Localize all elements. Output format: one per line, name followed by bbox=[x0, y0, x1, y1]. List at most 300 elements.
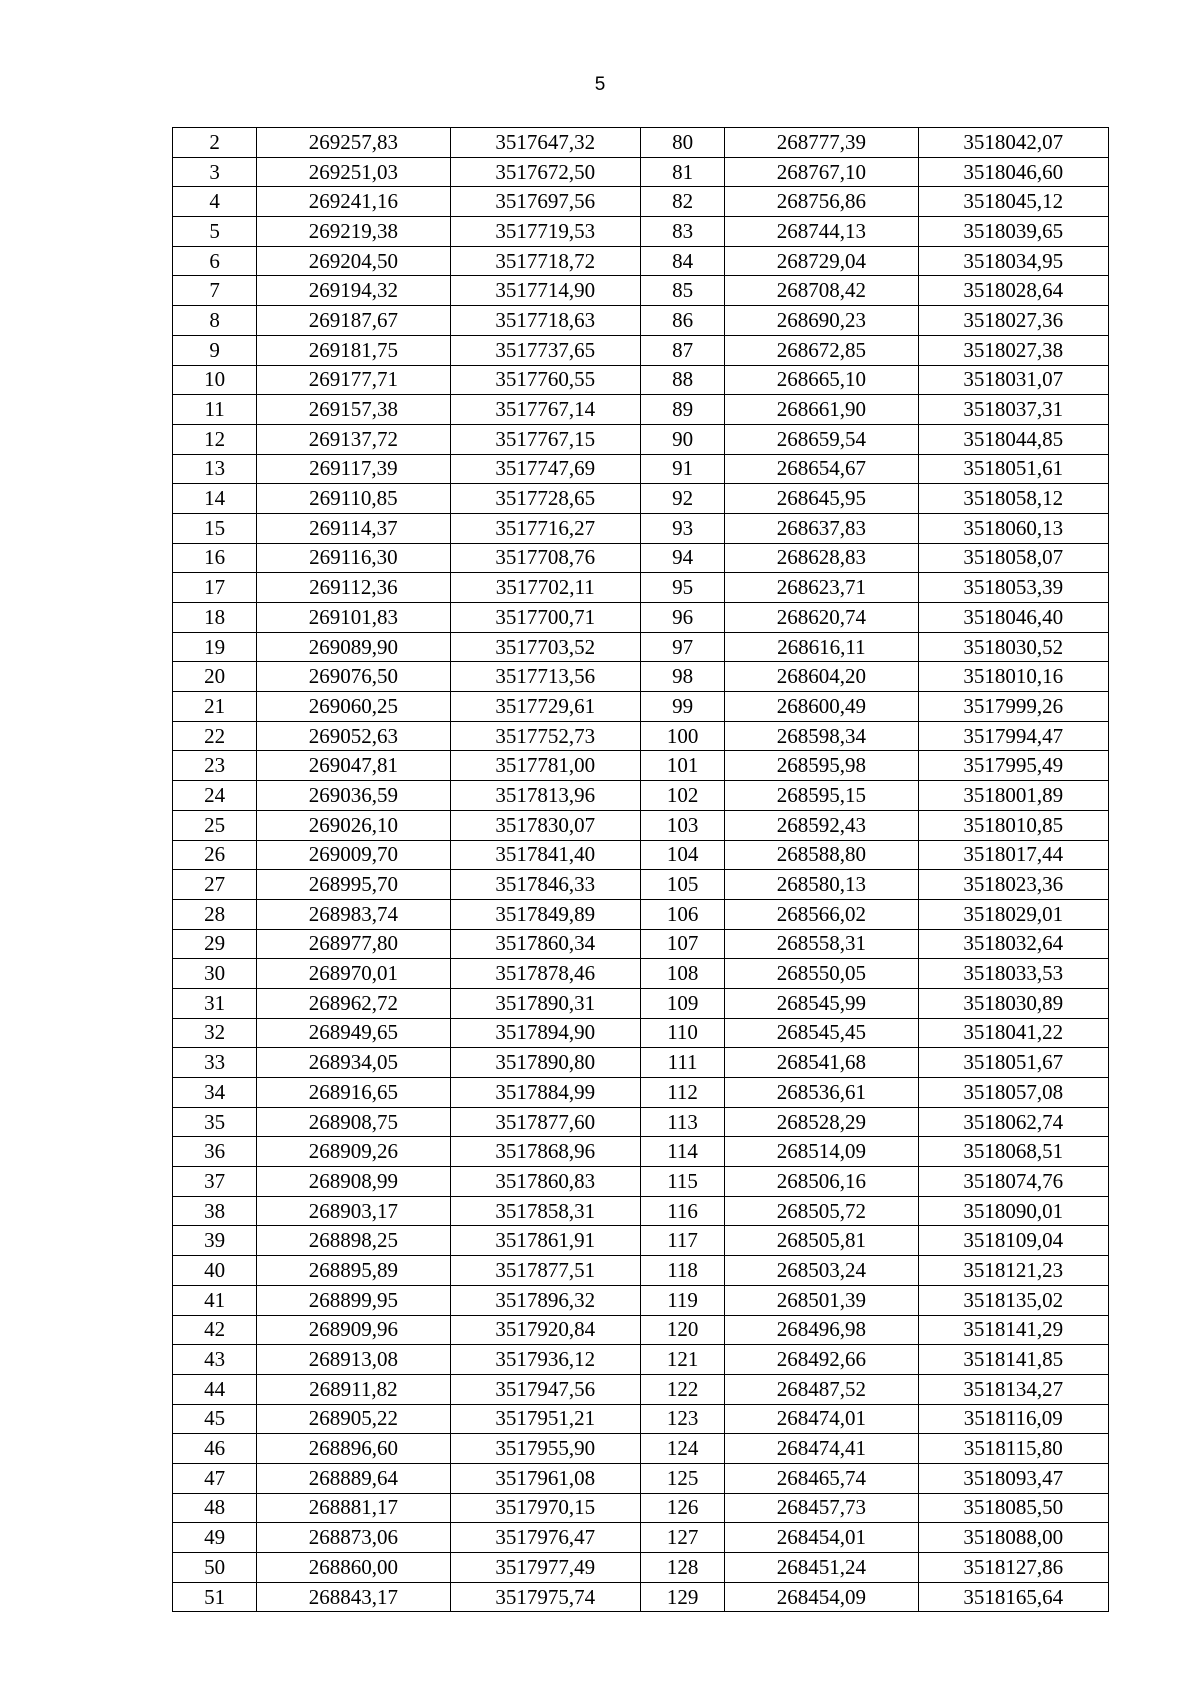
y-coord-left-cell: 3517767,15 bbox=[450, 424, 640, 454]
x-coord-right-cell: 268496,98 bbox=[725, 1315, 918, 1345]
y-coord-right-cell: 3518041,22 bbox=[918, 1018, 1108, 1048]
point-number-left-cell: 21 bbox=[173, 692, 257, 722]
x-coord-left-cell: 269194,32 bbox=[257, 276, 450, 306]
y-coord-left-cell: 3517975,74 bbox=[450, 1582, 640, 1612]
y-coord-right-cell: 3518034,95 bbox=[918, 246, 1108, 276]
point-number-left-cell: 14 bbox=[173, 484, 257, 514]
y-coord-right-cell: 3518010,16 bbox=[918, 662, 1108, 692]
y-coord-left-cell: 3517860,34 bbox=[450, 929, 640, 959]
x-coord-right-cell: 268528,29 bbox=[725, 1107, 918, 1137]
y-coord-right-cell: 3518030,52 bbox=[918, 632, 1108, 662]
y-coord-right-cell: 3518027,38 bbox=[918, 335, 1108, 365]
point-number-right-cell: 96 bbox=[640, 603, 724, 633]
y-coord-left-cell: 3517719,53 bbox=[450, 217, 640, 247]
point-number-right-cell: 127 bbox=[640, 1523, 724, 1553]
coordinates-table-body bbox=[173, 128, 1109, 1612]
x-coord-left-cell: 269241,16 bbox=[257, 187, 450, 217]
table-row bbox=[173, 1167, 1109, 1197]
point-number-right-cell: 82 bbox=[640, 187, 724, 217]
x-coord-left-cell: 269026,10 bbox=[257, 810, 450, 840]
y-coord-left-cell: 3517858,31 bbox=[450, 1196, 640, 1226]
point-number-left-cell: 24 bbox=[173, 781, 257, 811]
x-coord-right-cell: 268451,24 bbox=[725, 1553, 918, 1583]
point-number-right-cell: 93 bbox=[640, 513, 724, 543]
y-coord-right-cell: 3518134,27 bbox=[918, 1374, 1108, 1404]
point-number-right-cell: 122 bbox=[640, 1374, 724, 1404]
table-row bbox=[173, 1434, 1109, 1464]
point-number-right-cell: 112 bbox=[640, 1078, 724, 1108]
table-row bbox=[173, 276, 1109, 306]
x-coord-left-cell: 268881,17 bbox=[257, 1493, 450, 1523]
y-coord-left-cell: 3517896,32 bbox=[450, 1285, 640, 1315]
x-coord-left-cell: 269116,30 bbox=[257, 543, 450, 573]
point-number-right-cell: 92 bbox=[640, 484, 724, 514]
y-coord-right-cell: 3518051,67 bbox=[918, 1048, 1108, 1078]
table-row bbox=[173, 1463, 1109, 1493]
x-coord-left-cell: 268896,60 bbox=[257, 1434, 450, 1464]
y-coord-right-cell: 3518068,51 bbox=[918, 1137, 1108, 1167]
x-coord-right-cell: 268744,13 bbox=[725, 217, 918, 247]
x-coord-right-cell: 268604,20 bbox=[725, 662, 918, 692]
point-number-right-cell: 101 bbox=[640, 751, 724, 781]
point-number-left-cell: 2 bbox=[173, 128, 257, 158]
coordinates-table bbox=[172, 127, 1109, 1612]
y-coord-right-cell: 3518017,44 bbox=[918, 840, 1108, 870]
point-number-left-cell: 26 bbox=[173, 840, 257, 870]
point-number-right-cell: 111 bbox=[640, 1048, 724, 1078]
point-number-right-cell: 126 bbox=[640, 1493, 724, 1523]
point-number-left-cell: 13 bbox=[173, 454, 257, 484]
y-coord-left-cell: 3517846,33 bbox=[450, 870, 640, 900]
y-coord-right-cell: 3518127,86 bbox=[918, 1553, 1108, 1583]
y-coord-left-cell: 3517955,90 bbox=[450, 1434, 640, 1464]
x-coord-right-cell: 268598,34 bbox=[725, 721, 918, 751]
x-coord-right-cell: 268628,83 bbox=[725, 543, 918, 573]
table-row bbox=[173, 1553, 1109, 1583]
y-coord-right-cell: 3518046,40 bbox=[918, 603, 1108, 633]
point-number-left-cell: 34 bbox=[173, 1078, 257, 1108]
y-coord-right-cell: 3518058,12 bbox=[918, 484, 1108, 514]
y-coord-right-cell: 3518001,89 bbox=[918, 781, 1108, 811]
point-number-right-cell: 90 bbox=[640, 424, 724, 454]
point-number-right-cell: 118 bbox=[640, 1256, 724, 1286]
y-coord-left-cell: 3517894,90 bbox=[450, 1018, 640, 1048]
y-coord-right-cell: 3518058,07 bbox=[918, 543, 1108, 573]
y-coord-left-cell: 3517728,65 bbox=[450, 484, 640, 514]
y-coord-right-cell: 3518051,61 bbox=[918, 454, 1108, 484]
table-row bbox=[173, 365, 1109, 395]
y-coord-left-cell: 3517729,61 bbox=[450, 692, 640, 722]
point-number-left-cell: 30 bbox=[173, 959, 257, 989]
x-coord-left-cell: 269257,83 bbox=[257, 128, 450, 158]
x-coord-right-cell: 268505,72 bbox=[725, 1196, 918, 1226]
point-number-left-cell: 8 bbox=[173, 306, 257, 336]
x-coord-left-cell: 268895,89 bbox=[257, 1256, 450, 1286]
x-coord-right-cell: 268580,13 bbox=[725, 870, 918, 900]
y-coord-left-cell: 3517737,65 bbox=[450, 335, 640, 365]
point-number-left-cell: 46 bbox=[173, 1434, 257, 1464]
x-coord-left-cell: 268916,65 bbox=[257, 1078, 450, 1108]
x-coord-left-cell: 268983,74 bbox=[257, 899, 450, 929]
point-number-right-cell: 119 bbox=[640, 1285, 724, 1315]
x-coord-right-cell: 268659,54 bbox=[725, 424, 918, 454]
y-coord-left-cell: 3517647,32 bbox=[450, 128, 640, 158]
x-coord-left-cell: 268962,72 bbox=[257, 988, 450, 1018]
table-row bbox=[173, 454, 1109, 484]
x-coord-right-cell: 268661,90 bbox=[725, 395, 918, 425]
y-coord-left-cell: 3517861,91 bbox=[450, 1226, 640, 1256]
table-row bbox=[173, 1374, 1109, 1404]
x-coord-left-cell: 269052,63 bbox=[257, 721, 450, 751]
y-coord-right-cell: 3518116,09 bbox=[918, 1404, 1108, 1434]
point-number-left-cell: 37 bbox=[173, 1167, 257, 1197]
y-coord-right-cell: 3518023,36 bbox=[918, 870, 1108, 900]
y-coord-left-cell: 3517849,89 bbox=[450, 899, 640, 929]
table-row bbox=[173, 959, 1109, 989]
y-coord-right-cell: 3518039,65 bbox=[918, 217, 1108, 247]
x-coord-left-cell: 269177,71 bbox=[257, 365, 450, 395]
point-number-right-cell: 108 bbox=[640, 959, 724, 989]
y-coord-right-cell: 3518010,85 bbox=[918, 810, 1108, 840]
point-number-right-cell: 104 bbox=[640, 840, 724, 870]
table-row bbox=[173, 128, 1109, 158]
x-coord-right-cell: 268777,39 bbox=[725, 128, 918, 158]
table-row bbox=[173, 929, 1109, 959]
x-coord-right-cell: 268672,85 bbox=[725, 335, 918, 365]
y-coord-left-cell: 3517813,96 bbox=[450, 781, 640, 811]
table-row bbox=[173, 1404, 1109, 1434]
x-coord-right-cell: 268756,86 bbox=[725, 187, 918, 217]
y-coord-right-cell: 3518037,31 bbox=[918, 395, 1108, 425]
table-row bbox=[173, 484, 1109, 514]
y-coord-left-cell: 3517697,56 bbox=[450, 187, 640, 217]
table-row bbox=[173, 1196, 1109, 1226]
table-row bbox=[173, 781, 1109, 811]
x-coord-left-cell: 269251,03 bbox=[257, 157, 450, 187]
x-coord-left-cell: 268911,82 bbox=[257, 1374, 450, 1404]
point-number-left-cell: 23 bbox=[173, 751, 257, 781]
table-row bbox=[173, 721, 1109, 751]
x-coord-left-cell: 269204,50 bbox=[257, 246, 450, 276]
y-coord-left-cell: 3517936,12 bbox=[450, 1345, 640, 1375]
point-number-left-cell: 16 bbox=[173, 543, 257, 573]
point-number-left-cell: 3 bbox=[173, 157, 257, 187]
x-coord-right-cell: 268487,52 bbox=[725, 1374, 918, 1404]
x-coord-left-cell: 268949,65 bbox=[257, 1018, 450, 1048]
y-coord-left-cell: 3517877,51 bbox=[450, 1256, 640, 1286]
point-number-left-cell: 50 bbox=[173, 1553, 257, 1583]
y-coord-left-cell: 3517841,40 bbox=[450, 840, 640, 870]
x-coord-left-cell: 268913,08 bbox=[257, 1345, 450, 1375]
y-coord-right-cell: 3518109,04 bbox=[918, 1226, 1108, 1256]
x-coord-left-cell: 268908,75 bbox=[257, 1107, 450, 1137]
table-row bbox=[173, 1018, 1109, 1048]
y-coord-right-cell: 3518032,64 bbox=[918, 929, 1108, 959]
y-coord-right-cell: 3518165,64 bbox=[918, 1582, 1108, 1612]
table-row bbox=[173, 306, 1109, 336]
y-coord-left-cell: 3517951,21 bbox=[450, 1404, 640, 1434]
x-coord-left-cell: 269076,50 bbox=[257, 662, 450, 692]
y-coord-left-cell: 3517713,56 bbox=[450, 662, 640, 692]
x-coord-left-cell: 269137,72 bbox=[257, 424, 450, 454]
table-row bbox=[173, 1582, 1109, 1612]
point-number-left-cell: 47 bbox=[173, 1463, 257, 1493]
x-coord-right-cell: 268637,83 bbox=[725, 513, 918, 543]
point-number-right-cell: 89 bbox=[640, 395, 724, 425]
x-coord-right-cell: 268536,61 bbox=[725, 1078, 918, 1108]
y-coord-left-cell: 3517868,96 bbox=[450, 1137, 640, 1167]
y-coord-right-cell: 3518141,29 bbox=[918, 1315, 1108, 1345]
table-row bbox=[173, 899, 1109, 929]
y-coord-left-cell: 3517970,15 bbox=[450, 1493, 640, 1523]
y-coord-left-cell: 3517961,08 bbox=[450, 1463, 640, 1493]
x-coord-left-cell: 269114,37 bbox=[257, 513, 450, 543]
y-coord-right-cell: 3518060,13 bbox=[918, 513, 1108, 543]
y-coord-right-cell: 3518088,00 bbox=[918, 1523, 1108, 1553]
point-number-right-cell: 124 bbox=[640, 1434, 724, 1464]
y-coord-left-cell: 3517781,00 bbox=[450, 751, 640, 781]
x-coord-right-cell: 268767,10 bbox=[725, 157, 918, 187]
point-number-right-cell: 115 bbox=[640, 1167, 724, 1197]
point-number-left-cell: 42 bbox=[173, 1315, 257, 1345]
point-number-right-cell: 123 bbox=[640, 1404, 724, 1434]
y-coord-right-cell: 3518031,07 bbox=[918, 365, 1108, 395]
y-coord-right-cell: 3518074,76 bbox=[918, 1167, 1108, 1197]
table-row bbox=[173, 335, 1109, 365]
x-coord-right-cell: 268474,41 bbox=[725, 1434, 918, 1464]
point-number-right-cell: 121 bbox=[640, 1345, 724, 1375]
x-coord-right-cell: 268514,09 bbox=[725, 1137, 918, 1167]
table-row bbox=[173, 988, 1109, 1018]
point-number-right-cell: 91 bbox=[640, 454, 724, 484]
y-coord-left-cell: 3517947,56 bbox=[450, 1374, 640, 1404]
x-coord-right-cell: 268545,45 bbox=[725, 1018, 918, 1048]
x-coord-left-cell: 269181,75 bbox=[257, 335, 450, 365]
y-coord-left-cell: 3517860,83 bbox=[450, 1167, 640, 1197]
y-coord-right-cell: 3517995,49 bbox=[918, 751, 1108, 781]
table-row bbox=[173, 187, 1109, 217]
x-coord-right-cell: 268690,23 bbox=[725, 306, 918, 336]
point-number-left-cell: 20 bbox=[173, 662, 257, 692]
table-row bbox=[173, 1523, 1109, 1553]
x-coord-right-cell: 268474,01 bbox=[725, 1404, 918, 1434]
point-number-left-cell: 17 bbox=[173, 573, 257, 603]
point-number-left-cell: 39 bbox=[173, 1226, 257, 1256]
table-row bbox=[173, 573, 1109, 603]
y-coord-left-cell: 3517877,60 bbox=[450, 1107, 640, 1137]
point-number-left-cell: 18 bbox=[173, 603, 257, 633]
point-number-left-cell: 45 bbox=[173, 1404, 257, 1434]
page-number: 5 bbox=[594, 74, 606, 95]
y-coord-left-cell: 3517716,27 bbox=[450, 513, 640, 543]
table-row bbox=[173, 1107, 1109, 1137]
point-number-left-cell: 32 bbox=[173, 1018, 257, 1048]
y-coord-left-cell: 3517718,63 bbox=[450, 306, 640, 336]
point-number-right-cell: 99 bbox=[640, 692, 724, 722]
x-coord-right-cell: 268457,73 bbox=[725, 1493, 918, 1523]
point-number-right-cell: 94 bbox=[640, 543, 724, 573]
table-row bbox=[173, 513, 1109, 543]
x-coord-right-cell: 268505,81 bbox=[725, 1226, 918, 1256]
x-coord-left-cell: 269060,25 bbox=[257, 692, 450, 722]
x-coord-right-cell: 268645,95 bbox=[725, 484, 918, 514]
point-number-left-cell: 7 bbox=[173, 276, 257, 306]
table-row bbox=[173, 543, 1109, 573]
x-coord-right-cell: 268600,49 bbox=[725, 692, 918, 722]
point-number-left-cell: 28 bbox=[173, 899, 257, 929]
table-row bbox=[173, 662, 1109, 692]
point-number-left-cell: 6 bbox=[173, 246, 257, 276]
point-number-left-cell: 22 bbox=[173, 721, 257, 751]
x-coord-left-cell: 269219,38 bbox=[257, 217, 450, 247]
x-coord-left-cell: 268898,25 bbox=[257, 1226, 450, 1256]
y-coord-left-cell: 3517976,47 bbox=[450, 1523, 640, 1553]
x-coord-right-cell: 268620,74 bbox=[725, 603, 918, 633]
table-row bbox=[173, 810, 1109, 840]
table-row bbox=[173, 1493, 1109, 1523]
y-coord-left-cell: 3517702,11 bbox=[450, 573, 640, 603]
point-number-left-cell: 12 bbox=[173, 424, 257, 454]
y-coord-left-cell: 3517890,31 bbox=[450, 988, 640, 1018]
y-coord-left-cell: 3517767,14 bbox=[450, 395, 640, 425]
y-coord-left-cell: 3517714,90 bbox=[450, 276, 640, 306]
x-coord-right-cell: 268541,68 bbox=[725, 1048, 918, 1078]
y-coord-right-cell: 3518028,64 bbox=[918, 276, 1108, 306]
point-number-right-cell: 103 bbox=[640, 810, 724, 840]
table-row bbox=[173, 157, 1109, 187]
y-coord-left-cell: 3517878,46 bbox=[450, 959, 640, 989]
x-coord-right-cell: 268654,67 bbox=[725, 454, 918, 484]
table-row bbox=[173, 692, 1109, 722]
y-coord-left-cell: 3517977,49 bbox=[450, 1553, 640, 1583]
y-coord-left-cell: 3517708,76 bbox=[450, 543, 640, 573]
point-number-left-cell: 49 bbox=[173, 1523, 257, 1553]
x-coord-right-cell: 268595,98 bbox=[725, 751, 918, 781]
table-row bbox=[173, 632, 1109, 662]
table-row bbox=[173, 1226, 1109, 1256]
x-coord-left-cell: 269089,90 bbox=[257, 632, 450, 662]
point-number-left-cell: 10 bbox=[173, 365, 257, 395]
table-row bbox=[173, 246, 1109, 276]
point-number-right-cell: 109 bbox=[640, 988, 724, 1018]
y-coord-right-cell: 3518027,36 bbox=[918, 306, 1108, 336]
point-number-right-cell: 97 bbox=[640, 632, 724, 662]
point-number-right-cell: 98 bbox=[640, 662, 724, 692]
y-coord-right-cell: 3518044,85 bbox=[918, 424, 1108, 454]
table-row bbox=[173, 1345, 1109, 1375]
point-number-left-cell: 40 bbox=[173, 1256, 257, 1286]
y-coord-right-cell: 3518062,74 bbox=[918, 1107, 1108, 1137]
point-number-right-cell: 100 bbox=[640, 721, 724, 751]
point-number-right-cell: 95 bbox=[640, 573, 724, 603]
point-number-right-cell: 116 bbox=[640, 1196, 724, 1226]
x-coord-right-cell: 268595,15 bbox=[725, 781, 918, 811]
point-number-left-cell: 5 bbox=[173, 217, 257, 247]
table-row bbox=[173, 1078, 1109, 1108]
y-coord-left-cell: 3517920,84 bbox=[450, 1315, 640, 1345]
y-coord-right-cell: 3517994,47 bbox=[918, 721, 1108, 751]
y-coord-left-cell: 3517890,80 bbox=[450, 1048, 640, 1078]
point-number-right-cell: 85 bbox=[640, 276, 724, 306]
y-coord-right-cell: 3518053,39 bbox=[918, 573, 1108, 603]
y-coord-right-cell: 3518121,23 bbox=[918, 1256, 1108, 1286]
x-coord-right-cell: 268729,04 bbox=[725, 246, 918, 276]
point-number-right-cell: 110 bbox=[640, 1018, 724, 1048]
table-row bbox=[173, 1137, 1109, 1167]
y-coord-left-cell: 3517884,99 bbox=[450, 1078, 640, 1108]
x-coord-left-cell: 268860,00 bbox=[257, 1553, 450, 1583]
point-number-right-cell: 129 bbox=[640, 1582, 724, 1612]
y-coord-right-cell: 3517999,26 bbox=[918, 692, 1108, 722]
y-coord-right-cell: 3518042,07 bbox=[918, 128, 1108, 158]
point-number-right-cell: 81 bbox=[640, 157, 724, 187]
point-number-left-cell: 19 bbox=[173, 632, 257, 662]
point-number-left-cell: 38 bbox=[173, 1196, 257, 1226]
y-coord-left-cell: 3517747,69 bbox=[450, 454, 640, 484]
table-row bbox=[173, 217, 1109, 247]
table-row bbox=[173, 870, 1109, 900]
table-row bbox=[173, 603, 1109, 633]
x-coord-left-cell: 268995,70 bbox=[257, 870, 450, 900]
point-number-left-cell: 25 bbox=[173, 810, 257, 840]
point-number-left-cell: 35 bbox=[173, 1107, 257, 1137]
table-row bbox=[173, 1315, 1109, 1345]
x-coord-right-cell: 268588,80 bbox=[725, 840, 918, 870]
point-number-left-cell: 48 bbox=[173, 1493, 257, 1523]
x-coord-right-cell: 268454,09 bbox=[725, 1582, 918, 1612]
y-coord-right-cell: 3518085,50 bbox=[918, 1493, 1108, 1523]
y-coord-left-cell: 3517718,72 bbox=[450, 246, 640, 276]
x-coord-left-cell: 269110,85 bbox=[257, 484, 450, 514]
x-coord-left-cell: 268970,01 bbox=[257, 959, 450, 989]
x-coord-left-cell: 268909,26 bbox=[257, 1137, 450, 1167]
table-row bbox=[173, 1285, 1109, 1315]
x-coord-right-cell: 268616,11 bbox=[725, 632, 918, 662]
point-number-right-cell: 87 bbox=[640, 335, 724, 365]
y-coord-right-cell: 3518135,02 bbox=[918, 1285, 1108, 1315]
y-coord-right-cell: 3518029,01 bbox=[918, 899, 1108, 929]
point-number-right-cell: 83 bbox=[640, 217, 724, 247]
point-number-left-cell: 36 bbox=[173, 1137, 257, 1167]
x-coord-left-cell: 268903,17 bbox=[257, 1196, 450, 1226]
y-coord-right-cell: 3518045,12 bbox=[918, 187, 1108, 217]
point-number-right-cell: 106 bbox=[640, 899, 724, 929]
y-coord-right-cell: 3518046,60 bbox=[918, 157, 1108, 187]
y-coord-right-cell: 3518033,53 bbox=[918, 959, 1108, 989]
x-coord-right-cell: 268506,16 bbox=[725, 1167, 918, 1197]
y-coord-right-cell: 3518115,80 bbox=[918, 1434, 1108, 1464]
x-coord-left-cell: 268908,99 bbox=[257, 1167, 450, 1197]
x-coord-right-cell: 268492,66 bbox=[725, 1345, 918, 1375]
point-number-left-cell: 29 bbox=[173, 929, 257, 959]
point-number-right-cell: 86 bbox=[640, 306, 724, 336]
point-number-right-cell: 113 bbox=[640, 1107, 724, 1137]
point-number-right-cell: 88 bbox=[640, 365, 724, 395]
point-number-right-cell: 114 bbox=[640, 1137, 724, 1167]
x-coord-right-cell: 268454,01 bbox=[725, 1523, 918, 1553]
x-coord-right-cell: 268558,31 bbox=[725, 929, 918, 959]
point-number-right-cell: 107 bbox=[640, 929, 724, 959]
x-coord-right-cell: 268708,42 bbox=[725, 276, 918, 306]
x-coord-right-cell: 268592,43 bbox=[725, 810, 918, 840]
point-number-left-cell: 11 bbox=[173, 395, 257, 425]
x-coord-left-cell: 269101,83 bbox=[257, 603, 450, 633]
table-row bbox=[173, 1048, 1109, 1078]
x-coord-right-cell: 268545,99 bbox=[725, 988, 918, 1018]
y-coord-left-cell: 3517760,55 bbox=[450, 365, 640, 395]
x-coord-left-cell: 269009,70 bbox=[257, 840, 450, 870]
point-number-left-cell: 44 bbox=[173, 1374, 257, 1404]
